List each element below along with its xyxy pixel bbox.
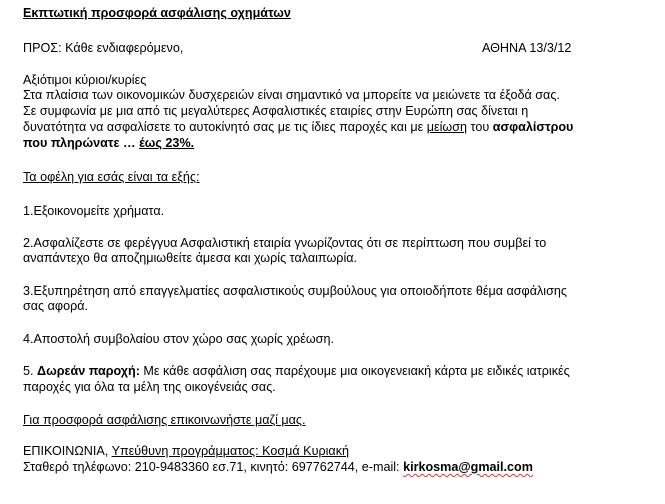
contact-line xyxy=(23,443,349,459)
program-manager: Υπεύθυνη προγράμματος: Κοσμά Κυριακή xyxy=(111,444,350,458)
phones-line xyxy=(23,459,533,475)
benefit-5-number: 5. xyxy=(23,364,38,378)
place-date: ΑΘΗΝΑ 13/3/12 xyxy=(482,41,572,55)
phone-numbers: Σταθερό τηλέφωνο: 210-9483360 εσ.71, κινητό: 697762744, e-mail: xyxy=(23,460,404,474)
discount-percent: έως 23%. xyxy=(139,136,195,150)
intro-line-1: Στα πλαίσια των οικονομικών δυσχερειών είναι σημαντικό να μπορείτε να μειώνετε τα έξοδά σας. xyxy=(23,88,560,102)
intro-line-4 xyxy=(23,135,194,151)
intro-line-3-text: δυνατότητα να ασφαλίσετε το αυτοκίνητό σας με τις ίδιες παροχές και με xyxy=(23,120,427,134)
recipient-line: ΠΡΟΣ: Κάθε ενδιαφερόμενο, xyxy=(23,41,184,55)
benefit-3-line-1: 3.Εξυπηρέτηση από επαγγελματίες ασφαλιστικούς συμβούλους για οποιοδήποτε θέμα ασφάλισης xyxy=(23,284,567,298)
intro-line-3 xyxy=(23,119,573,135)
intro-line-3-of: του xyxy=(467,120,493,134)
benefit-2-line-1: 2.Ασφαλίζεστε σε φερέγγυα Ασφαλιστική εταιρία γνωρίζοντας ότι σε περίπτωση που συμβεί το xyxy=(23,236,547,250)
benefits-heading: Τα οφέλη για εσάς είναι τα εξής: xyxy=(23,170,200,184)
benefit-3-line-2: σας αφορά. xyxy=(23,299,89,313)
email-address[interactable]: kirkosma@gmail.com xyxy=(403,460,533,474)
benefit-5-text: Με κάθε ασφάλιση σας παρέχουμε μια οικογενειακή κάρτα με ειδικές ιατρικές xyxy=(139,364,570,378)
premium-word: ασφαλίστρου xyxy=(492,120,574,134)
free-benefit-label: Δωρεάν παροχή: xyxy=(37,364,140,378)
benefit-4: 4.Αποστολή συμβολαίου στον χώρο σας χωρίς χρέωση. xyxy=(23,332,334,346)
greeting: Αξιότιμοι κύριοι/κυρίες xyxy=(23,73,147,87)
letter-title: Εκπτωτική προσφορά ασφάλισης οχημάτων xyxy=(23,6,291,20)
benefit-5-line-1 xyxy=(23,363,570,379)
benefit-5-line-2: παροχές για όλα τα μέλη της οικογένειάς σας. xyxy=(23,380,276,394)
benefit-2-line-2: αναπάντεχο θα αποζημιωθείτε άμεσα και χωρίς ταλαιπωρία. xyxy=(23,251,358,265)
reduction-word: μείωση xyxy=(426,120,468,134)
paid-text: που πληρώνατε … xyxy=(23,136,140,150)
intro-line-2: Σε συμφωνία με μια από τις μεγαλύτερες Ασφαλιστικές εταιρίες στην Ευρώπη σας δίνεται η xyxy=(23,104,529,118)
contact-label: ΕΠΙΚΟΙΝΩΝΙΑ, xyxy=(23,444,112,458)
offer-contact-line: Για προσφορά ασφάλισης επικοινωνήστε μαζί μας. xyxy=(23,413,306,427)
benefit-1: 1.Εξοικονομείτε χρήματα. xyxy=(23,204,165,218)
